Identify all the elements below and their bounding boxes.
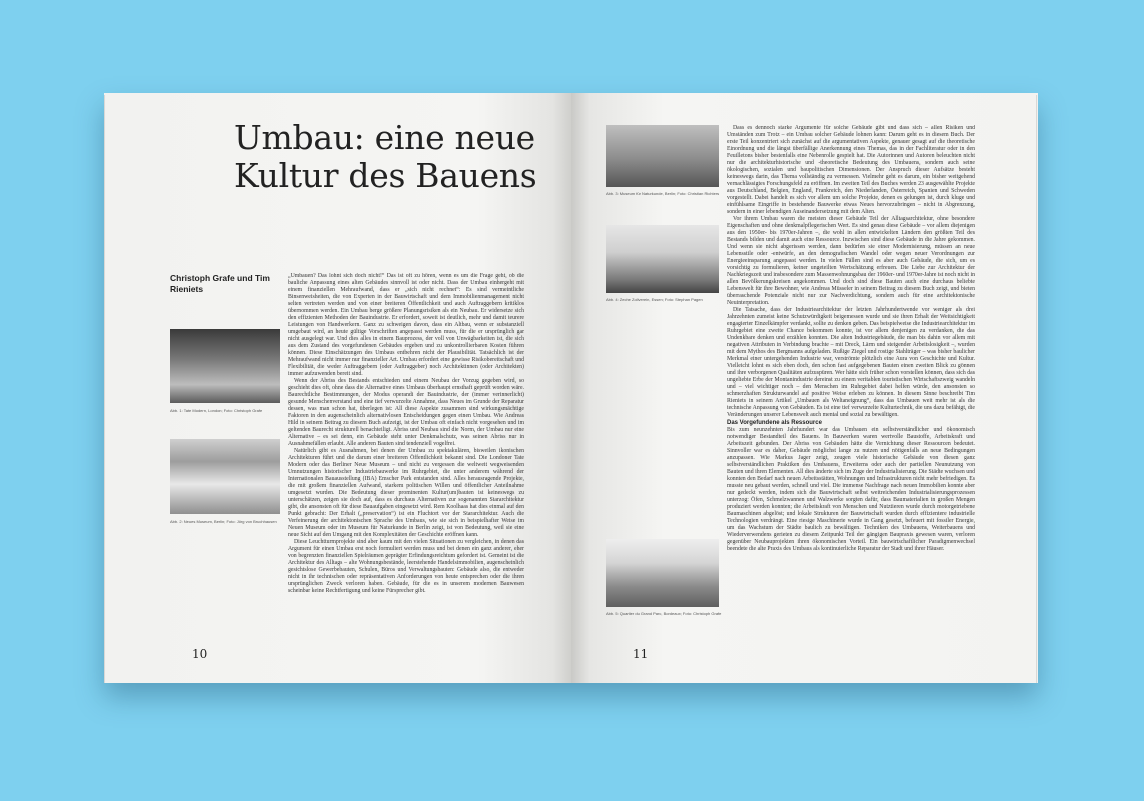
photo-zeche-zollverein bbox=[606, 225, 719, 293]
paragraph: Wenn der Abriss des Bestands entschieden und einem Neubau der Vorzug gegeben wird, so geschieht dies oft, ohne dass die Alternative eines Umbaus überhaupt ernsthaft geprüft worden wäre. Baurechtliche Bestimmungen, der Modus operandi der Bauindustrie, der (immer verinnerlicht) gesunde Menschenverstand und eine tief verwurzelte Annahme, dass Neues im Grunde der Reparatur dessen, was man schon hat, überlegen ist: All diese Aspekte zusammen sind wirkungsmächtige Faktoren in den augenscheinlich alternativlosen Entscheidungen gegen einen Umbau. Wie Andreas Hild in seinem Beitrag zu diesem Buch aufzeigt, ist der Umbau oft einfach nicht vorgesehen und im geltenden Baurecht strukturell benachteiligt. Abriss und Neubau sind die Norm, der Umbau nur eine Alternative – es sei denn, ein Gebäude steht unter Denkmalschutz, was seinen Abriss nur in Ausnahmefällen erlaubt. Alle anderen Bauten sind tendenziell vogelfrei. bbox=[288, 378, 524, 447]
left-page bbox=[104, 93, 571, 683]
paragraph: Bis zum neunzehnten Jahrhundert war das Umbauen ein selbstverständlicher und ökonomisch notwendiger Bestandteil des Bauens. In Bauwerken waren wertvolle Baustoffe, Arbeitskraft und Arbeitszeit gebunden. Der Abriss von Gebäuden hätte die Vernichtung dieser Ressourcen bedeutet. Sinnvoller war es daher, Gebäude möglichst lange zu nutzen und nötigenfalls an neue Bedingungen anzupassen. Wie Markus Jager zeigt, zeugen viele historische Gebäude von diesen ganz selbstverständlichen Praktiken des Umbauens, Erweiterns oder auch der partiellen Neunutzung von Bauten und ihren Elementen. All dies änderte sich im Zuge der Industrialisierung. Die Städte wuchsen und konnten den Bedarf nach neuen Arbeitsstätten, Wohnungen und Infrastrukturen nicht mehr befriedigen. Es musste neu gebaut werden, schnell und viel. Die immense Nachfrage nach neuen Immobilien konnte aber nur gedeckt werden, indem sich die Bauwirtschaft selbst weitreichenden Industrialisierungsprozessen unterzog: Öfen, Schmelzwannen und Walzwerke sorgten dafür, dass Baumaterialien in großen Mengen produziert werden konnten; die Arbeitskraft von Menschen und Nutztieren wurde durch motorgetriebene Baumaschinen abgelöst; und lokale Strukturen der Bauwirtschaft wurden durch effizientere industrielle Technologien verdrängt. Eine riesige Maschinerie wurde in Gang gesetzt, befeuert mit fossiler Energie, um das Wachstum der Städte baulich zu bewältigen. Techniken des Umbauens, Weiterbauens und Wiederverwendens gerieten zu diesem Zeitpunkt Teil der gängigen Baupraxis gewesen waren, verloren gegenüber Neubauprojekten ihren ökonomischen Vorteil. Ein bauwirtschaftlicher Paradigmenwechsel beendete die alte Praxis des Umbaus als kontinuierliche Reparatur der Stadt und ihrer Häuser. bbox=[727, 427, 975, 552]
section-subhead: Das Vorgefundene als Ressource bbox=[727, 420, 822, 426]
paragraph: Die Tatsache, dass der Industriearchitektur der letzten Jahrhundertwende vor weniger als drei Jahrzehnten zumeist keine Schutzwürdigkeit beigemessen wurde und sie ihren Erhalt der Weitsichtigkeit engagierter Einzelkämpfer verdankt, sollte zu denken geben. Das beispielweise die Industriearchitektur im Ruhrgebiet eine zweite Chance bekommen konnte, ist vor allem denjenigen zu verdanken, die das Undenkbare denken und erzählen konnten. Die alten Industriegebäude, die man bis dahin vor allem mit negativen Attributen in Verbindung brachte – mit Dreck, Lärm und steigender Arbeitslosigkeit –, wurden mit dem Mythos des Bergmanns aufgeladen. Rußige Ziegel und rostige Stahlträger – was bisher baulicher Merkmal einer untergehenden Industrie war, verströmte plötzlich eine Aura von Geschichte und Kultur. Vielleicht lohnt es sich eben doch, den schon fast aufgegebenen Bauten einen zweiten Blick zu gönnen und ihre verborgenen Qualitäten aufzuspüren. Wer hätte sich früher schon vorstellen können, dass sich das ungeliebte Erbe der Montanindustrie dereinst zu einem veritablen touristischen Wirtschaftszweig wandeln und – viel wichtiger noch – den Menschen im Ruhrgebiet dabei helfen würde, den ansonsten so schmerzhaften Strukturwandel auf positive Weise erleben zu können. In diesem Sinne beschreibt Tim Rieniets in seinem Artikel „Umbauen als Weltaneignung“, dass das Umbauen weit mehr ist als die technische Anpassung von Gebäuden. Es ist eine tief verwurzelte Kulturtechnik, die uns dazu befähigt, die Veränderungen unserer Lebenswelt auch mental und sozial zu bewältigen. bbox=[727, 307, 975, 418]
photo-museum-naturkunde bbox=[606, 125, 719, 187]
paragraph: Dass es dennoch starke Argumente für solche Gebäude gibt und dass sich – allen Risiken und Umständen zum Trotz – ein Umbau solcher Gebäude lohnen kann: Darum geht es in diesem Buch. Der erste Teil konzentriert sich zunächst auf die argumentativen Aspekte, genauer gesagt auf die theoretische Einordnung und die längst überfällige Anerkennung eines Themas, das in der Fachliteratur oder in den Feuilletons bisher bestenfalls eine Nebenrolle gespielt hat. Die Autorinnen und Autoren beleuchten nicht nur die architekturhistorische und -theoretische Bedeutung des Umbauens, sondern auch seine ökologischen, sozialen und baupolitischen Dimensionen. Der Anspruch dieser Aufsätze besteht keineswegs darin, das Thema vollständig zu vermessen. Vielmehr geht es darum, ein bisher weitgehend vernachlässigtes Forschungsfeld zu eröffnen. Im zweiten Teil des Buches werden 23 ausgewählte Projekte aus Deutschland, Belgien, England, Frankreich, den Niederlanden, Österreich, Spanien und Schweden vorgestellt. Dabei handelt es sich vor allem um solche Projekte, denen es gelungen ist, durch kluge und einfühlsame Eingriffe in bestehende Bauwerke etwas Neues hervorzubringen – nicht in Abgrenzung, sondern in einer lebendigen Auseinandersetzung mit dem Alten. bbox=[727, 125, 975, 215]
left-body-text bbox=[288, 273, 524, 645]
paragraph: Natürlich gibt es Ausnahmen, bei denen der Umbau zu spektakulären, bisweilen ikonischen Architekturen führt und die darum einer breiteren Öffentlichkeit bekannt sind. Die Londoner Tate Modern oder das Berliner Neue Museum – und nicht zu vergessen die weltweit wegweisenden Umnutzungen historischer Industriebauwerke im Ruhrgebiet, die unter anderem während der Internationalen Bauausstellung (IBA) Emscher Park entstanden sind. Alles herausragende Projekte, die mit großem finanziellen Aufwand, starkem politischen Willen und öffentlicher Anteilnahme umgesetzt wurden. Die Bedeutung dieser prominenten Kultur(um)bauten ist keineswegs zu unterschätzen, zeigen sie doch auf, dass es durchaus Alternativen zur sogenannten Stararchitektur gibt, die ansonsten oft für diese Bauaufgaben eingesetzt wird. Rem Koolhaas hat dies einmal auf den Punkt gebracht: Der Erhalt („preservation“) ist ein Fluchtort vor der Stararchitektur. Auch die Verfeinerung der architektonischen Sprache des Umbaus, wie sie sich in beispielhafter Weise im Neuen Museum oder im Museum für Naturkunde in Berlin zeigt, ist von Bedeutung, weil sie eine neue Sicht auf den Umgang mit den Komplexitäten der Geschichte eröffnen kann. bbox=[288, 448, 524, 538]
page-edge-right bbox=[1036, 95, 1038, 683]
photo-neues-museum bbox=[170, 439, 280, 514]
caption-3: Abb. 3: Museum für Naturkunde, Berlin; Foto: Christian Richters bbox=[606, 191, 720, 196]
caption-2: Abb. 2: Neues Museum, Berlin; Foto: Jörg von Bruchhausen bbox=[170, 519, 277, 524]
paragraph: Diese Leuchtturmprojekte sind aber kaum mit den vielen Situationen zu vergleichen, in denen das Argument für einen Umbau erst noch formuliert werden muss und bei denen ein ganz anderer, eher von begrenzten finanziellen Spielräumen geprägter Erfindungsreichtum gefordert ist. Gemeint ist die Architektur des Alltags – alte Wohnungsbestände, leerstehende Handelsimmobilien, augenscheinlich gesichtslose Gewerbebauten, Schulen, Büros und Verwaltungsbauten: Gebäude also, die entweder nicht in ihr technischen oder repräsentativen Anforderungen von heute entsprechen oder die ihren ursprünglichen Zweck verloren haben. Gebäude, für die es in unserem modernen Bauwesen scheinbar keine Rechtfertigung und keine Fürsprecher gibt. bbox=[288, 539, 524, 594]
right-page bbox=[571, 93, 1038, 683]
caption-5: Abb. 5: Quartier du Grand Parc, Bordeaux; Foto: Christoph Grafe bbox=[606, 611, 722, 616]
page-number-right: 11 bbox=[633, 647, 649, 661]
caption-4: Abb. 4: Zeche Zollverein, Essen; Foto: Stephan Pagen bbox=[606, 297, 703, 302]
authors: Christoph Grafe und Tim Rieniets bbox=[170, 273, 270, 294]
right-body-text bbox=[727, 125, 975, 647]
paragraph: Vor ihrem Umbau waren die meisten dieser Gebäude Teil der Alltagsarchitektur, ohne besondere Eigenschaften und ohne denkmalpflegerischen Wert. Es sind genau diese Gebäude – vor allem diejenigen aus den 1950er- bis 1970er-Jahren –, die wohl in allen entwickelten Ländern den größten Teil des Bestands bilden und damit auch eine Ressource. Inzwischen sind diese Gebäude in die Jahre gekommen. Und wenn sie nicht abgerissen werden, dann bedürfen sie einer Modernisierung, müssen an neue Lebensstile oder -entwürfe, an den demografischen Wandel oder wegen neuer Verordnungen zur Energieeinsparung angepasst werden. In vielen Fällen sind es aber auch Gebäude, die sich, um es vorsichtig zu formulieren, keiner ungeteilten Wertschätzung erfreuen. Die Liebe zur Architektur der Nachkriegszeit und insbesondere zum Massenwohnungsbau der 1960er- und 1970er-Jahre ist noch nicht in allen Bevölkerungskreisen angekommen. Und doch sind diese Bauten auch eine durchaus beliebte Lebenswelt für ihre Bewohner, wie Andreas Müsseler in seinem Beitrag zu diesem Buch zeigt, und bieten überraschende Potenziale nicht nur zur Nachverdichtung, sondern auch für eine architektonische Neuinterpretation. bbox=[727, 216, 975, 306]
paragraph: „Umbauen? Das lohnt sich doch nicht!“ Das ist oft zu hören, wenn es um die Frage geht, ob die bauliche Anpassung eines alten Gebäudes sinnvoll ist oder nicht. Dass der Umbau einhergeht mit einem finanziellen Mehraufwand, dass er „sich nicht rechnet“: Es sind vermeintliche Binsenweisheiten, die von Experten in der Bauwirtschaft und dem Immobilienmanagement nicht selten vertreten werden und von einer breiteren Öffentlichkeit und auch Auftraggebern kritiklos übernommen werden. Ein Umbau berge größere Planungsrisiken als ein Neubau. Er widersetze sich den effizienten Methoden der Bauindustrie. Er erfordert, soweit ist deutlich, mehr und damit teurere Leistungen von Handwerkern. Ganz zu schweigen davon, dass ein Altbau, wenn er substanziell umgebaut wird, an heute gültige Vorschriften angepasst werden muss, für die er ursprünglich gar nicht ausgelegt war. Und dies alles in einem Bauprozess, der voll von Unwägbarkeiten ist, die sich aus dem Zustand des vorgefundenen Gebäudes ergeben und zu unkontrollierbaren Kosten führen können. Diese Einschätzungen des Umbaus entbehren nicht der Plausibilität. Tatsächlich ist der Mehraufwand nicht immer nur finanzieller Art. Umbau erfordert eine gewisse Risikobereitschaft und Flexibilität, die weder Auftraggebern (oder Auftraggeber) noch Architektinnen (oder Architekten) immer aufzuwenden bereit sind. bbox=[288, 273, 524, 377]
page-edge-left bbox=[104, 95, 106, 683]
photo-tate-modern bbox=[170, 329, 280, 403]
page-number-left: 10 bbox=[192, 647, 208, 661]
caption-1: Abb. 1: Tate Modern, London; Foto: Christoph Grafe bbox=[170, 408, 263, 413]
open-book bbox=[104, 93, 1038, 683]
photo-grand-parc bbox=[606, 539, 719, 607]
chapter-title: Umbau: eine neue Kultur des Bauens bbox=[234, 118, 537, 195]
